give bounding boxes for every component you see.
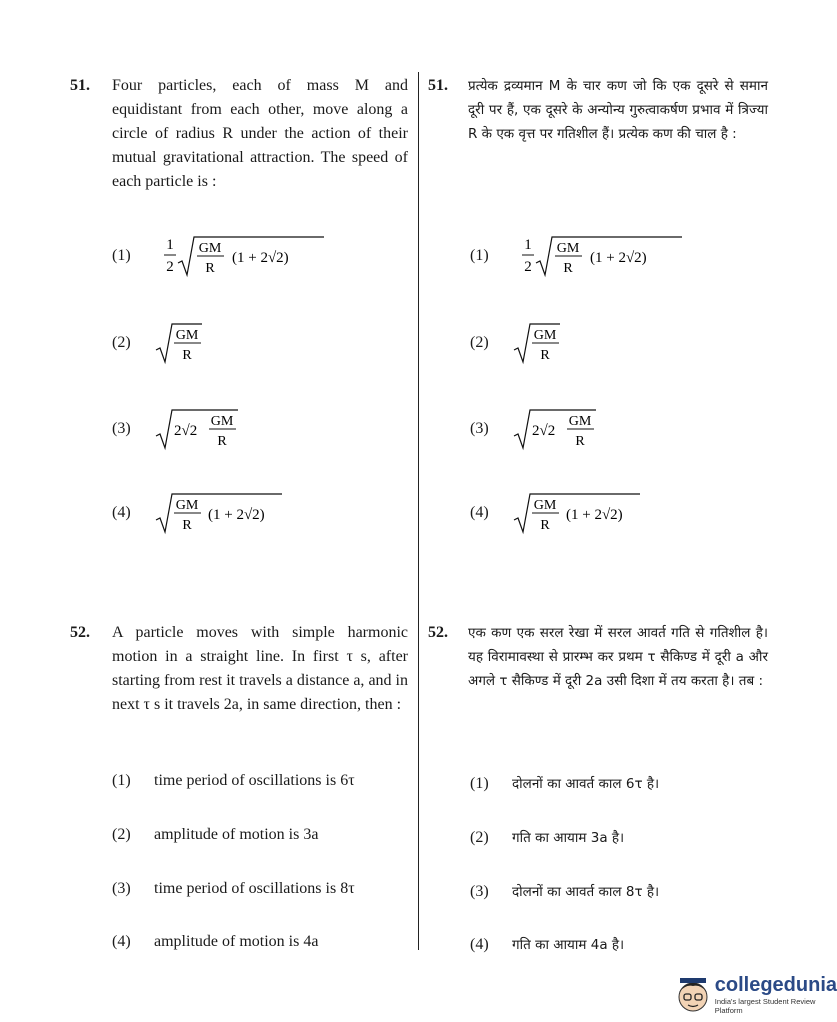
rad-denominator: R	[217, 434, 227, 449]
q52-option-4-en[interactable]: (4) amplitude of motion is 4a	[112, 933, 319, 950]
q51-option-3-formula	[154, 406, 244, 452]
q51-option-4-formula	[154, 490, 284, 536]
rad-denominator: R	[205, 261, 215, 276]
logo-name: collegedunia	[714, 974, 837, 996]
q52-option-3-hi[interactable]: (3) दोलनों का आवर्त काल 8τ है।	[470, 883, 660, 900]
logo-tagline: India's largest Student Review Platform	[714, 997, 816, 1015]
q51-option-1-formula	[154, 233, 324, 279]
q51-number-hi: 51.	[428, 77, 448, 94]
rad-numerator: GM	[175, 498, 199, 513]
column-divider	[418, 72, 419, 950]
q51-number-en: 51.	[70, 77, 90, 94]
rad-denominator: R	[182, 348, 192, 363]
q51-option-1-hi[interactable]: (1) 1 2 GM R (1 + 2√2)	[470, 233, 682, 279]
q51-text-hi: प्रत्येक द्रव्यमान M के चार कण जो कि एक दूसरे से समान दूरी पर हैं, एक दूसरे के अन्योन्य गुरुत्वाकर्षण प्रभाव में त्रिज्या R के एक वृत्त पर गतिशील हैं। प्रत्येक कण की चाल है :	[468, 78, 768, 142]
q52-number-en: 52.	[70, 624, 90, 641]
q51-option-3-hi[interactable]: (3) 2√2 GM R	[470, 406, 602, 452]
q52-option-3-en[interactable]: (3) time period of oscillations is 8τ	[112, 880, 355, 897]
coefficient: 2√2	[532, 423, 556, 439]
q51-option-2-hi[interactable]: (2) GM R	[470, 320, 562, 366]
q51-option-4-hi[interactable]: (4) GM R (1 + 2√2)	[470, 490, 642, 536]
q51-option-3-formula-hi	[512, 406, 602, 452]
q52-text-en: A particle moves with simple harmonic motion in a straight line. In first τ s, after starting from rest it travels a distance a, and in next τ s it travels 2a, in same direction, then :	[112, 624, 408, 713]
rad-numerator: GM	[568, 414, 592, 429]
rad-denominator: R	[540, 518, 550, 533]
tail-expression: (1 + 2√2)	[590, 250, 647, 266]
rad-numerator: GM	[533, 498, 557, 513]
q52-option-4-hi[interactable]: (4) गति का आयाम 4a है।	[470, 936, 625, 953]
q51-option-4-formula-hi	[512, 490, 642, 536]
rad-numerator: GM	[175, 328, 199, 343]
rad-numerator: GM	[210, 414, 234, 429]
q51-option-2-formula-hi	[512, 320, 562, 366]
q51-option-3-en[interactable]: (3) 2√2 GM R	[112, 406, 244, 452]
frac-numerator: 1	[524, 237, 532, 253]
coefficient: 2√2	[174, 423, 198, 439]
rad-denominator: R	[540, 348, 550, 363]
rad-denominator: R	[563, 261, 573, 276]
q51-option-2-formula	[154, 320, 204, 366]
rad-numerator: GM	[198, 241, 222, 256]
q51-option-1-formula-hi	[512, 233, 682, 279]
q52-text-hi: एक कण एक सरल रेखा में सरल आवर्त गति से गतिशील है। यह विरामावस्था से प्रारम्भ कर प्रथम τ सैकिण्ड में दूरी a और अगले τ सैकिण्ड में दूरी 2a उसी दिशा में तय करता है। तब :	[468, 625, 768, 689]
rad-numerator: GM	[556, 241, 580, 256]
rad-numerator: GM	[533, 328, 557, 343]
tail-expression: (1 + 2√2)	[566, 507, 623, 523]
tail-expression: (1 + 2√2)	[208, 507, 265, 523]
frac-numerator: 1	[166, 237, 174, 253]
q51-option-4-en[interactable]: (4) GM R (1 + 2√2)	[112, 490, 284, 536]
q51-option-1-en[interactable]: (1) 1 2 GM R (1 + 2√2)	[112, 233, 324, 279]
q52-option-1-en[interactable]: (1) time period of oscillations is 6τ	[112, 772, 355, 789]
q52-option-2-hi[interactable]: (2) गति का आयाम 3a है।	[470, 829, 625, 846]
tail-expression: (1 + 2√2)	[232, 250, 289, 266]
q52-option-2-en[interactable]: (2) amplitude of motion is 3a	[112, 826, 319, 843]
rad-denominator: R	[182, 518, 192, 533]
collegedunia-logo[interactable]	[672, 968, 837, 1022]
rad-denominator: R	[575, 434, 585, 449]
frac-denominator: 2	[166, 259, 174, 275]
q51-text-en: Four particles, each of mass M and equidistant from each other, move along a circle of radius R under the action of their mutual gravitational attraction. The speed of each particle is :	[112, 77, 408, 190]
q52-option-1-hi[interactable]: (1) दोलनों का आवर्त काल 6τ है।	[470, 775, 660, 792]
q52-number-hi: 52.	[428, 624, 448, 641]
mascot-icon	[672, 972, 711, 1018]
frac-denominator: 2	[524, 259, 532, 275]
q51-option-2-en[interactable]: (2) GM R	[112, 320, 204, 366]
